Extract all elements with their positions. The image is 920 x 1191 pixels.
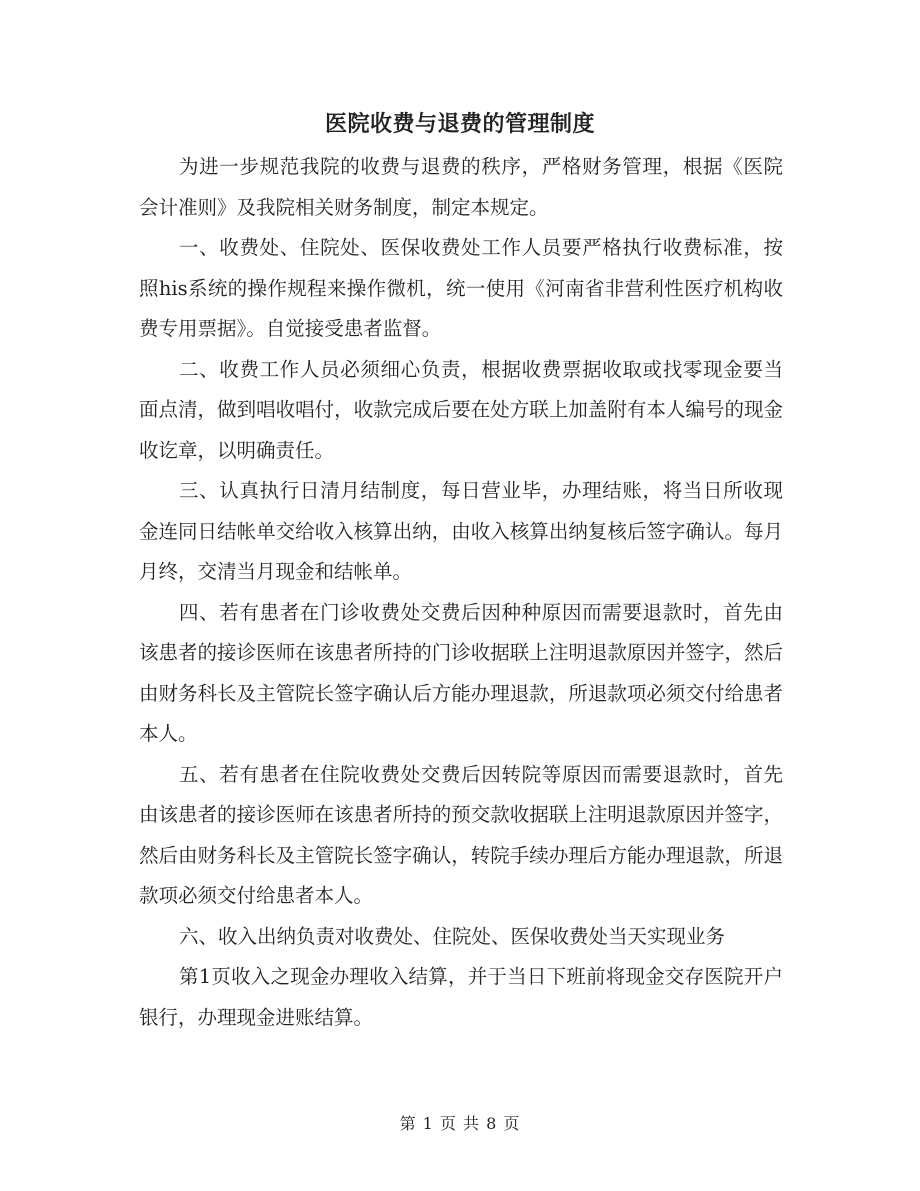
- paragraph-clause-2: 二、收费工作人员必须细心负责，根据收费票据收取或找零现金要当面点清，做到唱收唱付，收款完成后要在处方联上加盖附有本人编号的现金收讫章，以明确责任。: [139, 357, 783, 462]
- document-title: 医院收费与退费的管理制度: [324, 111, 595, 137]
- document-body: [139, 147, 783, 1038]
- paragraph-clause-3: 三、认真执行日清月结制度，每日营业毕，办理结账，将当日所收现金连同日结帐单交给收入核算出纳，由收入核算出纳复核后签字确认。每月月终，交清当月现金和结帐单。: [139, 479, 783, 583]
- paragraph-clause-5: 五、若有患者在住院收费处交费后因转院等原因而需要退款时，首先由该患者的接诊医师在该患者所持的预交款收据联上注明退款原因并签字，然后由财务科长及主管院长签字确认，转院手续办理后方能办理退款，所退款项必须交付给患者本人。: [139, 762, 783, 907]
- paragraph-clause-1: 一、收费处、住院处、医保收费处工作人员要严格执行收费标准，按照his系统的操作规程来操作微机，统一使用《河南省非营利性医疗机构收费专用票据》。自觉接受患者监督。: [139, 236, 783, 340]
- page-number-footer: 第 1 页 共 8 页: [399, 1114, 521, 1133]
- paragraph-clause-6: 六、收入出纳负责对收费处、住院处、医保收费处当天实现业务: [179, 924, 726, 948]
- paragraph-clause-6-continued: 第1页收入之现金办理收入结算，并于当日下班前将现金交存医院开户银行，办理现金进账结算。: [139, 965, 783, 1029]
- paragraph-intro: 为进一步规范我院的收费与退费的秩序，严格财务管理，根据《医院会计准则》及我院相关财务制度，制定本规定。: [139, 155, 783, 219]
- paragraph-clause-4: 四、若有患者在门诊收费处交费后因种种原因而需要退款时，首先由该患者的接诊医师在该患者所持的门诊收据联上注明退款原因并签字，然后由财务科长及主管院长签字确认后方能办理退款，所退款项必须交付给患者本人。: [139, 600, 783, 745]
